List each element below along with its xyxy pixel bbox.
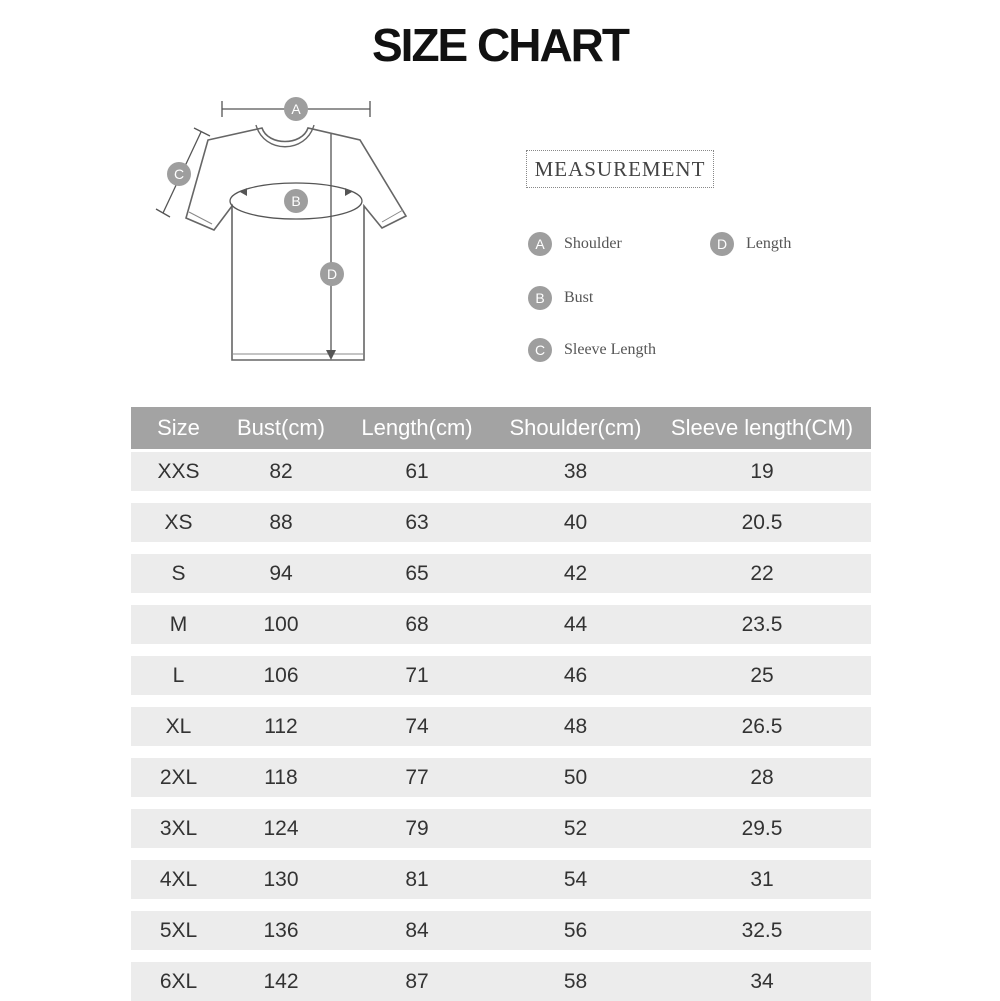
cell-sleeve-length: 26.5 xyxy=(741,714,783,738)
table-row xyxy=(131,758,871,797)
table-row xyxy=(131,452,871,491)
cell-sleeve-length: 34 xyxy=(750,969,774,993)
cell-length: 74 xyxy=(405,714,429,738)
table-row xyxy=(131,554,871,593)
legend-sleeve-length-label: Sleeve Length xyxy=(564,341,656,358)
legend-shoulder-label: Shoulder xyxy=(564,235,622,252)
legend-c-icon: C xyxy=(528,338,552,362)
legend-sleeve-length xyxy=(528,338,656,362)
cell-sleeve-length: 32.5 xyxy=(741,918,783,942)
table-header xyxy=(131,407,871,449)
table-body xyxy=(131,452,871,1001)
header-bust: Bust(cm) xyxy=(237,415,325,440)
legend-a-icon: A xyxy=(528,232,552,256)
cell-bust: 106 xyxy=(263,663,299,687)
cell-size: 5XL xyxy=(159,918,198,942)
cell-length: 77 xyxy=(405,765,429,789)
cell-shoulder: 56 xyxy=(563,918,588,942)
cell-shoulder: 38 xyxy=(563,459,588,483)
cell-bust: 124 xyxy=(263,816,299,840)
table-row xyxy=(131,707,871,746)
cell-sleeve-length: 31 xyxy=(750,867,774,891)
page-title: SIZE CHART xyxy=(372,19,628,71)
cell-size: L xyxy=(172,663,185,687)
legend-bust xyxy=(528,286,593,310)
cell-bust: 142 xyxy=(263,969,299,993)
cell-size: 3XL xyxy=(159,816,198,840)
cell-sleeve-length: 19 xyxy=(750,459,774,483)
marker-c-label: C xyxy=(173,166,185,182)
cell-shoulder: 46 xyxy=(563,663,588,687)
marker-b-label: B xyxy=(291,193,301,209)
cell-length: 71 xyxy=(405,663,429,687)
cell-length: 63 xyxy=(405,510,429,534)
table-row xyxy=(131,605,871,644)
cell-bust: 100 xyxy=(263,612,299,636)
legend-length xyxy=(710,232,791,256)
cell-bust: 88 xyxy=(269,510,293,534)
cell-length: 79 xyxy=(405,816,429,840)
cell-length: 87 xyxy=(405,969,429,993)
cell-sleeve-length: 25 xyxy=(750,663,774,687)
size-table xyxy=(131,407,871,1001)
cell-shoulder: 58 xyxy=(563,969,588,993)
cell-size: S xyxy=(171,561,186,585)
measurement-heading: MEASUREMENT xyxy=(526,150,714,188)
cell-size: M xyxy=(169,612,188,636)
table-row xyxy=(131,809,871,848)
table-row xyxy=(131,503,871,542)
cell-shoulder: 40 xyxy=(563,510,588,534)
table-row xyxy=(131,962,871,1001)
cell-length: 68 xyxy=(405,612,429,636)
cell-length: 81 xyxy=(405,867,429,891)
cell-bust: 94 xyxy=(269,561,293,585)
cell-bust: 136 xyxy=(263,918,299,942)
marker-d-label: D xyxy=(326,266,338,282)
cell-shoulder: 52 xyxy=(563,816,588,840)
marker-a-label: A xyxy=(291,101,301,117)
legend-bust-label: Bust xyxy=(564,289,594,306)
cell-size: XS xyxy=(164,510,193,534)
cell-length: 65 xyxy=(405,561,429,585)
cell-bust: 82 xyxy=(269,459,293,483)
cell-sleeve-length: 23.5 xyxy=(741,612,783,636)
cell-shoulder: 54 xyxy=(563,867,588,891)
header-length: Length(cm) xyxy=(361,415,473,440)
header-shoulder: Shoulder(cm) xyxy=(509,415,642,440)
cell-size: XL xyxy=(165,714,192,738)
table-row xyxy=(131,860,871,899)
legend-b-icon: B xyxy=(528,286,552,310)
table-row xyxy=(131,911,871,950)
cell-shoulder: 50 xyxy=(563,765,588,789)
header-size: Size xyxy=(157,415,200,440)
cell-shoulder: 48 xyxy=(563,714,588,738)
cell-size: XXS xyxy=(157,459,200,483)
cell-sleeve-length: 28 xyxy=(750,765,774,789)
cell-shoulder: 42 xyxy=(563,561,588,585)
cell-sleeve-length: 22 xyxy=(750,561,774,585)
tshirt-diagram xyxy=(150,88,420,378)
cell-size: 2XL xyxy=(159,765,198,789)
table-row xyxy=(131,656,871,695)
legend-d-icon: D xyxy=(710,232,734,256)
cell-bust: 130 xyxy=(263,867,299,891)
cell-size: 6XL xyxy=(159,969,198,993)
cell-bust: 112 xyxy=(264,714,298,738)
cell-size: 4XL xyxy=(159,867,198,891)
cell-shoulder: 44 xyxy=(563,612,588,636)
cell-sleeve-length: 20.5 xyxy=(741,510,783,534)
cell-length: 61 xyxy=(405,459,429,483)
cell-length: 84 xyxy=(405,918,429,942)
legend-length-label: Length xyxy=(746,235,792,252)
cell-bust: 118 xyxy=(264,765,298,789)
legend-shoulder xyxy=(528,232,622,256)
header-sleeve-length: Sleeve length(CM) xyxy=(670,415,854,440)
cell-sleeve-length: 29.5 xyxy=(741,816,783,840)
